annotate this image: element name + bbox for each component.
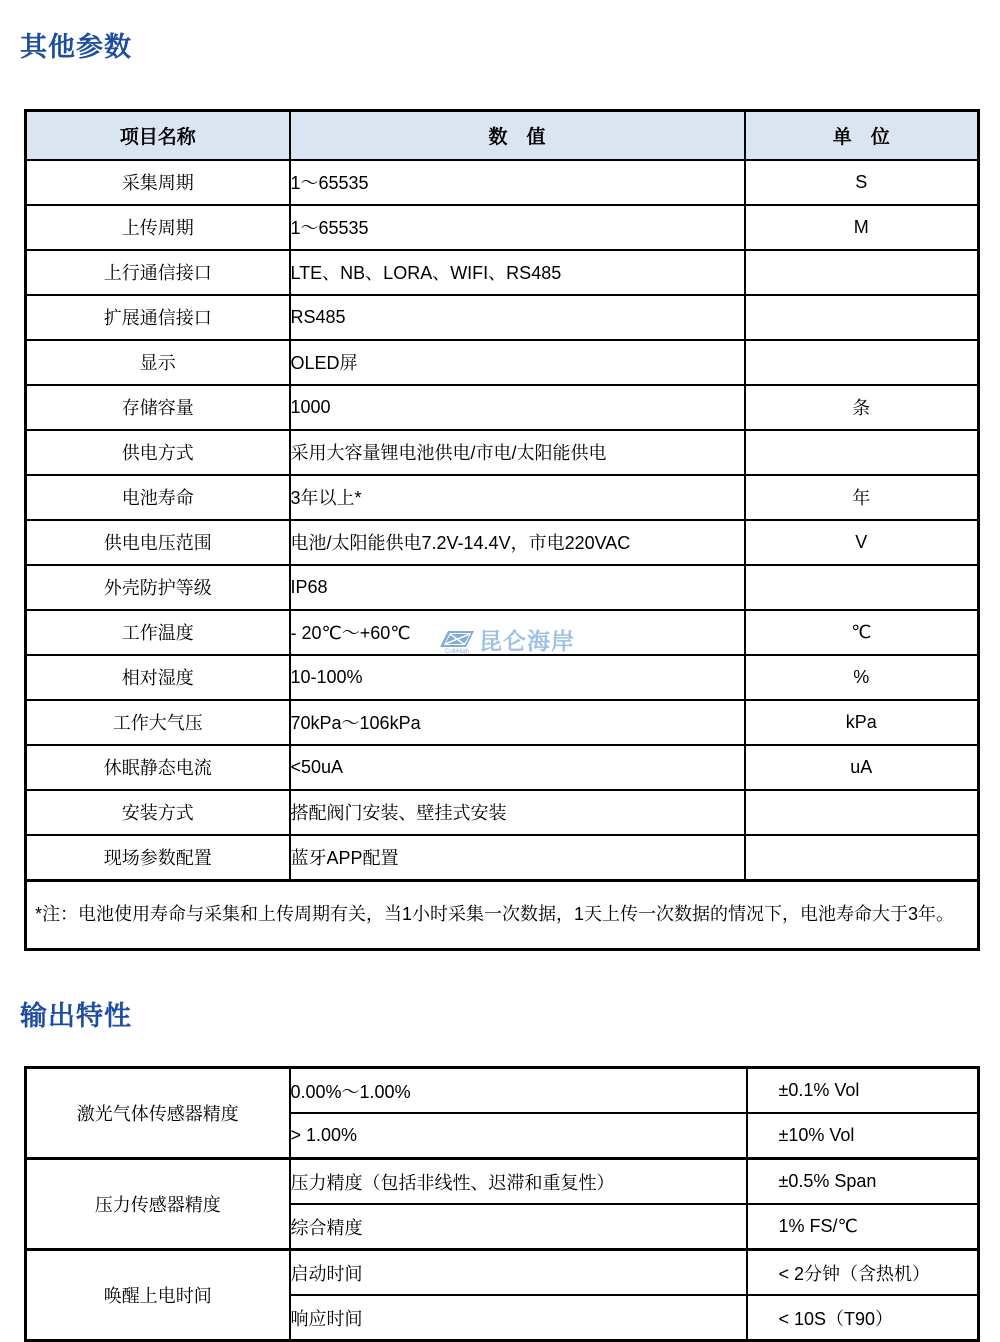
table-row (26, 565, 979, 610)
row-value: 蓝牙APP配置 (290, 835, 745, 881)
row-condition: > 1.00% (290, 1113, 747, 1159)
row-value: IP68 (290, 565, 745, 610)
table-row (26, 700, 979, 745)
row-value: <50uA (290, 745, 745, 790)
row-name: 上传周期 (26, 205, 290, 250)
row-value: 70kPa～106kPa (290, 700, 745, 745)
row-condition: 0.00%～1.00% (290, 1068, 747, 1114)
row-condition: 响应时间 (290, 1295, 747, 1341)
row-unit (745, 340, 979, 385)
row-condition: 综合精度 (290, 1204, 747, 1250)
row-value: 3年以上* (290, 475, 745, 520)
row-spec: < 10S（T90） (747, 1295, 979, 1341)
table-row (26, 1159, 979, 1205)
table-row (26, 340, 979, 385)
other-parameters-table (24, 109, 980, 951)
row-spec: < 2分钟（含热机） (747, 1250, 979, 1296)
row-value: 搭配阀门安装、壁挂式安装 (290, 790, 745, 835)
row-unit (745, 295, 979, 340)
group-name: 激光气体传感器精度 (26, 1068, 290, 1159)
row-unit (745, 565, 979, 610)
row-value: 1～65535 (290, 205, 745, 250)
collihigh-caption: ColliHigh (444, 649, 469, 655)
row-name: 外壳防护等级 (26, 565, 290, 610)
header-unit: 单 位 (745, 110, 979, 160)
row-name: 电池寿命 (26, 475, 290, 520)
row-unit: uA (745, 745, 979, 790)
row-unit: M (745, 205, 979, 250)
row-name: 采集周期 (26, 160, 290, 205)
table-row (26, 295, 979, 340)
row-name: 上行通信接口 (26, 250, 290, 295)
row-unit: S (745, 160, 979, 205)
row-name: 休眠静态电流 (26, 745, 290, 790)
row-name: 供电方式 (26, 430, 290, 475)
row-unit: % (745, 655, 979, 700)
table-row (26, 520, 979, 565)
row-spec: 1% FS/℃ (747, 1204, 979, 1250)
table-note-row (26, 880, 979, 949)
table-header-row (26, 110, 979, 160)
row-name: 工作温度 (26, 610, 290, 655)
table-row (26, 385, 979, 430)
row-name: 工作大气压 (26, 700, 290, 745)
section-title-output-characteristics: 输出特性 (20, 1000, 132, 1031)
group-name: 压力传感器精度 (26, 1159, 290, 1250)
row-spec: ±0.1% Vol (747, 1068, 979, 1114)
row-value: - 20℃～+60℃ (290, 610, 745, 655)
section-title-other-parameters: 其他参数 (20, 32, 132, 62)
row-name: 安装方式 (26, 790, 290, 835)
row-spec: ±10% Vol (747, 1113, 979, 1159)
row-unit (745, 835, 979, 881)
table-row (26, 745, 979, 790)
row-value: 采用大容量锂电池供电/市电/太阳能供电 (290, 430, 745, 475)
table-row (26, 610, 979, 655)
table-row (26, 835, 979, 881)
table-row (26, 160, 979, 205)
table-row (26, 250, 979, 295)
row-name: 扩展通信接口 (26, 295, 290, 340)
row-unit: ℃ (745, 610, 979, 655)
row-value: 10-100% (290, 655, 745, 700)
row-condition: 启动时间 (290, 1250, 747, 1296)
row-unit: 年 (745, 475, 979, 520)
row-unit: V (745, 520, 979, 565)
row-unit (745, 250, 979, 295)
row-name: 显示 (26, 340, 290, 385)
row-name: 现场参数配置 (26, 835, 290, 881)
row-value: 1000 (290, 385, 745, 430)
table-row (26, 475, 979, 520)
table-row (26, 1068, 979, 1114)
battery-life-note: *注：电池使用寿命与采集和上传周期有关，当1小时采集一次数据，1天上传一次数据的情况下，电池寿命大于3年。 (26, 880, 979, 949)
group-name: 唤醒上电时间 (26, 1250, 290, 1341)
row-spec: ±0.5% Span (747, 1159, 979, 1205)
table-row (26, 1250, 979, 1296)
row-name: 相对湿度 (26, 655, 290, 700)
row-name: 存储容量 (26, 385, 290, 430)
row-unit: 条 (745, 385, 979, 430)
header-item-name: 项目名称 (26, 110, 290, 160)
row-value: RS485 (290, 295, 745, 340)
header-value: 数 值 (290, 110, 745, 160)
row-value: LTE、NB、LORA、WIFI、RS485 (290, 250, 745, 295)
collihigh-text: 昆仑海岸 (479, 628, 575, 654)
row-unit (745, 430, 979, 475)
table-row (26, 430, 979, 475)
table-row (26, 790, 979, 835)
row-unit (745, 790, 979, 835)
row-condition: 压力精度（包括非线性、迟滞和重复性） (290, 1159, 747, 1205)
row-unit: kPa (745, 700, 979, 745)
row-value: 电池/太阳能供电7.2V-14.4V，市电220VAC (290, 520, 745, 565)
row-value: OLED屏 (290, 340, 745, 385)
row-name: 供电电压范围 (26, 520, 290, 565)
table-row (26, 205, 979, 250)
table-row (26, 655, 979, 700)
output-characteristics-table (24, 1066, 980, 1342)
row-value: 1～65535 (290, 160, 745, 205)
